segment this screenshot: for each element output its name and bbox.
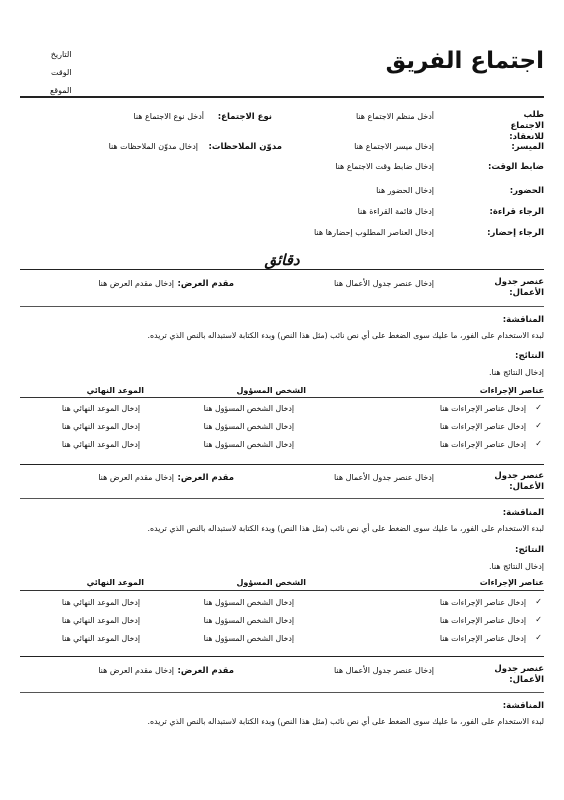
agenda-item-label: عنصر جدول الأعمال: <box>494 277 544 298</box>
table-header-rule <box>20 397 544 398</box>
deadline-field[interactable]: إدخال الموعد النهائي هنا <box>61 404 140 413</box>
action-item-field[interactable]: إدخال عناصر الإجراءات هنا <box>439 616 526 625</box>
document-page <box>20 0 544 800</box>
facilitator-label: الميسر: <box>511 142 544 152</box>
deadline-field[interactable]: إدخال الموعد النهائي هنا <box>61 634 140 643</box>
checkbox-icon[interactable]: ✓ <box>535 633 542 642</box>
checkbox-icon[interactable]: ✓ <box>535 615 542 624</box>
page-title: اجتماع الفريق <box>385 48 544 74</box>
minutes-divider <box>20 269 544 270</box>
presenter-label: مقدم العرض: <box>177 279 234 289</box>
section-divider <box>20 656 544 657</box>
deadline-field[interactable]: إدخال الموعد النهائي هنا <box>61 440 140 449</box>
time-field[interactable]: الوقت <box>51 68 72 77</box>
meeting-type-field[interactable]: أدخل نوع الاجتماع هنا <box>133 112 204 121</box>
discussion-label: المناقشة: <box>502 315 544 325</box>
date-field[interactable]: التاريخ <box>50 50 72 59</box>
checkbox-icon[interactable]: ✓ <box>535 597 542 606</box>
action-item-field[interactable]: إدخال عناصر الإجراءات هنا <box>439 440 526 449</box>
person-field[interactable]: إدخال الشخص المسؤول هنا <box>203 422 294 431</box>
person-field[interactable]: إدخال الشخص المسؤول هنا <box>203 440 294 449</box>
conclusions-label: النتائج: <box>515 545 544 555</box>
person-field[interactable]: إدخال الشخص المسؤول هنا <box>203 616 294 625</box>
meeting-type-label: نوع الاجتماع: <box>217 112 272 122</box>
location-field[interactable]: الموقع <box>50 86 72 95</box>
discussion-label: المناقشة: <box>502 701 544 711</box>
checkbox-icon[interactable]: ✓ <box>535 439 542 448</box>
please-read-label: الرجاء قراءة: <box>489 207 544 217</box>
agenda-item-field[interactable]: إدخال عنصر جدول الأعمال هنا <box>333 473 434 482</box>
agenda-item-label: عنصر جدول الأعمال: <box>494 471 544 492</box>
discussion-text[interactable]: لبدء الاستخدام على الفور، ما عليك سوى الضغط على أي نص نائب (مثل هذا النص) وبدء الكتابة لاستبداله بالنص الذي تريده. <box>147 524 544 533</box>
called-by-field[interactable]: أدخل منظم الاجتماع هنا <box>355 112 434 121</box>
action-item-field[interactable]: إدخال عناصر الإجراءات هنا <box>439 634 526 643</box>
person-field[interactable]: إدخال الشخص المسؤول هنا <box>203 598 294 607</box>
attendees-field[interactable]: إدخال الحضور هنا <box>376 186 434 195</box>
conclusions-label: النتائج: <box>515 351 544 361</box>
action-item-field[interactable]: إدخال عناصر الإجراءات هنا <box>439 598 526 607</box>
col-person: الشخص المسؤول <box>236 386 306 395</box>
facilitator-field[interactable]: إدخال ميسر الاجتماع هنا <box>354 142 434 151</box>
please-read-row <box>20 207 544 221</box>
agenda-divider <box>20 498 544 499</box>
action-item-field[interactable]: إدخال عناصر الإجراءات هنا <box>439 422 526 431</box>
conclusions-text[interactable]: إدخال النتائج هنا. <box>489 562 544 571</box>
col-action-items: عناصر الإجراءات <box>479 578 544 587</box>
header-divider <box>20 96 544 98</box>
agenda-divider <box>20 692 544 693</box>
discussion-text[interactable]: لبدء الاستخدام على الفور، ما عليك سوى الضغط على أي نص نائب (مثل هذا النص) وبدء الكتابة لاستبداله بالنص الذي تريده. <box>147 331 544 340</box>
notetaker-field[interactable]: إدخال مدوّن الملاحظات هنا <box>108 142 198 151</box>
checkbox-icon[interactable]: ✓ <box>535 421 542 430</box>
action-item-field[interactable]: إدخال عناصر الإجراءات هنا <box>439 404 526 413</box>
timekeeper-field[interactable]: إدخال ضابط وقت الاجتماع هنا <box>335 162 434 171</box>
discussion-text[interactable]: لبدء الاستخدام على الفور، ما عليك سوى الضغط على أي نص نائب (مثل هذا النص) وبدء الكتابة لاستبداله بالنص الذي تريده. <box>147 717 544 726</box>
attendees-label: الحضور: <box>509 186 544 196</box>
deadline-field[interactable]: إدخال الموعد النهائي هنا <box>61 422 140 431</box>
notetaker-label: مدوّن الملاحظات: <box>208 142 282 152</box>
timekeeper-row <box>20 162 544 176</box>
called-by-row <box>20 110 544 142</box>
presenter-label: مقدم العرض: <box>177 473 234 483</box>
conclusions-text[interactable]: إدخال النتائج هنا. <box>489 368 544 377</box>
timekeeper-label: ضابط الوقت: <box>487 162 544 172</box>
please-read-field[interactable]: إدخال قائمة القراءة هنا <box>357 207 434 216</box>
deadline-field[interactable]: إدخال الموعد النهائي هنا <box>61 598 140 607</box>
col-action-items: عناصر الإجراءات <box>479 386 544 395</box>
please-bring-row <box>20 228 544 242</box>
presenter-field[interactable]: إدخال مقدم العرض هنا <box>98 473 174 482</box>
person-field[interactable]: إدخال الشخص المسؤول هنا <box>203 404 294 413</box>
called-by-label: طلب الاجتماع للانعقاد: <box>509 110 544 142</box>
checkbox-icon[interactable]: ✓ <box>535 403 542 412</box>
facilitator-row <box>20 142 544 156</box>
presenter-label: مقدم العرض: <box>177 666 234 676</box>
col-person: الشخص المسؤول <box>236 578 306 587</box>
discussion-label: المناقشة: <box>502 508 544 518</box>
header <box>20 46 544 96</box>
agenda-item-field[interactable]: إدخال عنصر جدول الأعمال هنا <box>333 666 434 675</box>
section-divider <box>20 464 544 465</box>
meta-fields <box>50 46 72 100</box>
agenda-divider <box>20 306 544 307</box>
person-field[interactable]: إدخال الشخص المسؤول هنا <box>203 634 294 643</box>
agenda-item-field[interactable]: إدخال عنصر جدول الأعمال هنا <box>333 279 434 288</box>
presenter-field[interactable]: إدخال مقدم العرض هنا <box>98 279 174 288</box>
table-header-rule <box>20 590 544 591</box>
presenter-field[interactable]: إدخال مقدم العرض هنا <box>98 666 174 675</box>
please-bring-label: الرجاء إحضار: <box>487 228 544 238</box>
minutes-heading: دقائق <box>264 251 300 269</box>
attendees-row <box>20 186 544 200</box>
col-deadline: الموعد النهائي <box>86 578 144 587</box>
please-bring-field[interactable]: إدخال العناصر المطلوب إحضارها هنا <box>313 228 434 237</box>
agenda-item-label: عنصر جدول الأعمال: <box>494 664 544 685</box>
deadline-field[interactable]: إدخال الموعد النهائي هنا <box>61 616 140 625</box>
col-deadline: الموعد النهائي <box>86 386 144 395</box>
